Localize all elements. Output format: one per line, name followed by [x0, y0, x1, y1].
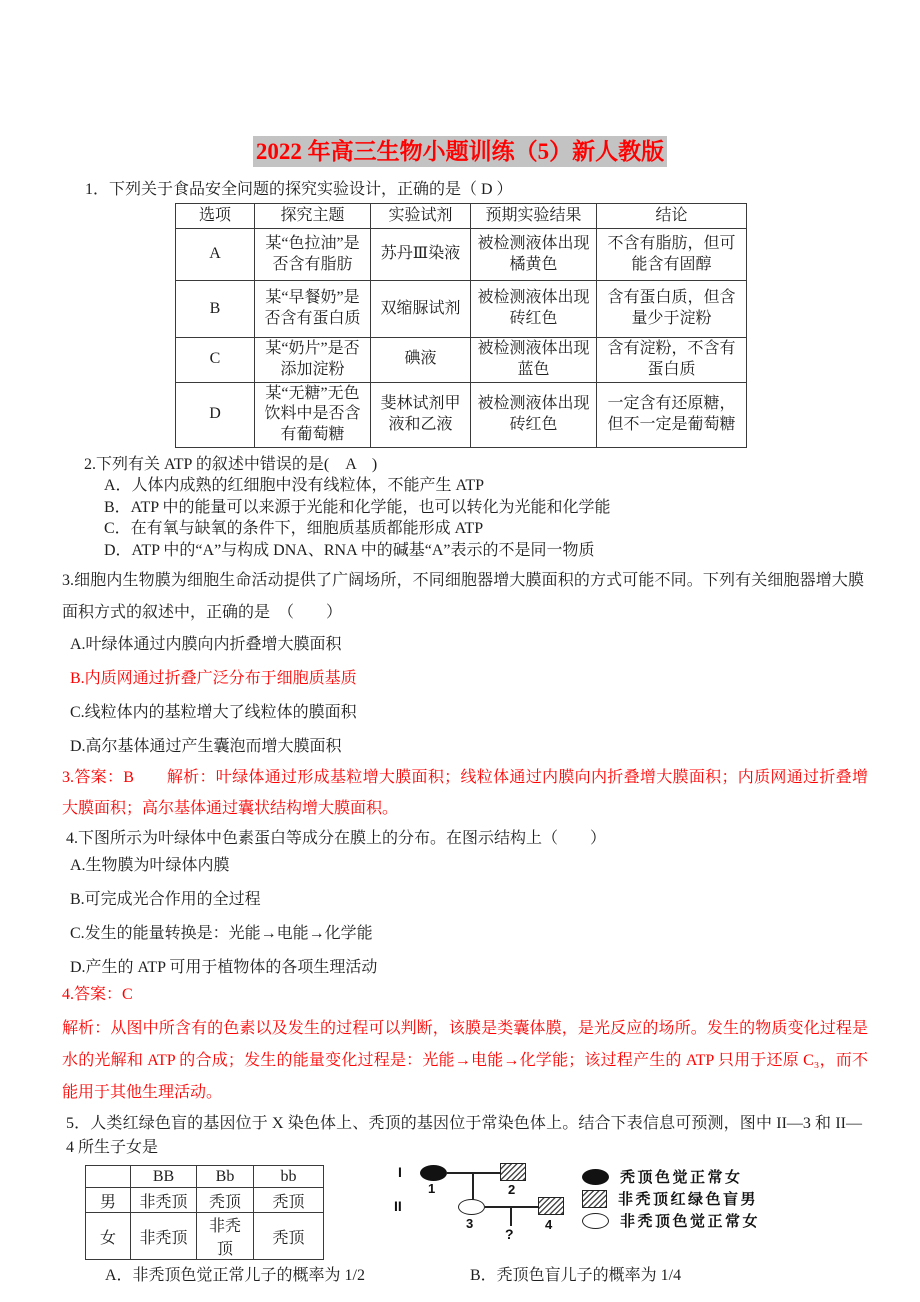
- q5-cell: 秃顶: [254, 1213, 324, 1260]
- question-5-media: [0, 1162, 920, 1260]
- q1-cell: 被检测液体出现砖红色: [471, 382, 597, 447]
- q1-cell: A: [176, 229, 255, 281]
- q1-col-reagent: 实验试剂: [371, 204, 471, 229]
- pedigree-male-2-hatched-square-icon: [500, 1163, 526, 1181]
- q1-cell: 碘液: [371, 338, 471, 383]
- q1-cell: 某“早餐奶”是否含有蛋白质: [255, 281, 371, 338]
- pedigree-descent-line-1: [472, 1172, 474, 1200]
- q5-cell: 非秃顶: [197, 1213, 254, 1260]
- pedigree-unknown-child-mark: ?: [505, 1226, 514, 1243]
- question-2-option-a: A．人体内成熟的红细胞中没有线粒体，不能产生 ATP: [104, 477, 485, 495]
- pedigree-number-2: 2: [508, 1182, 516, 1198]
- q1-cell: 被检测液体出现砖红色: [471, 281, 597, 338]
- q5-cell: 男: [86, 1188, 131, 1213]
- question-4-option-d: D.产生的 ATP 可用于植物体的各项生理活动: [70, 959, 378, 977]
- q1-cell: 被检测液体出现蓝色: [471, 338, 597, 383]
- q1-cell: C: [176, 338, 255, 383]
- question-3-option-b-highlighted: B.内质网通过折叠广泛分布于细胞质基质: [70, 670, 357, 688]
- pedigree-generation-1-label: I: [398, 1164, 402, 1181]
- question-1-stem: 1．下列关于食品安全问题的探究实验设计，正确的是（ D ）: [85, 181, 513, 198]
- table-row: [176, 281, 747, 338]
- table-row: [176, 229, 747, 281]
- legend-outline-ellipse-icon: [582, 1213, 609, 1229]
- pedigree-generation-2-label: II: [394, 1198, 402, 1215]
- q1-cell: 某“色拉油”是否含有脂肪: [255, 229, 371, 281]
- question-5-options: [0, 1262, 920, 1284]
- pedigree-female-3-outline-ellipse-icon: [458, 1199, 485, 1215]
- q5-header-bb-cap: BB: [131, 1166, 197, 1188]
- q1-col-topic: 探究主题: [255, 204, 371, 229]
- question-5-option-a: A．非秃顶色觉正常儿子的概率为 1/2: [105, 1267, 366, 1285]
- question-2-option-b: B．ATP 中的能量可以来源于光能和化学能，也可以转化为光能和化学能: [104, 498, 611, 516]
- question-2-option-d: D．ATP 中的“A”与构成 DNA、RNA 中的碱基“A”表示的不是同一物质: [104, 541, 595, 559]
- q1-cell: 不含有脂肪，但可能含有固醇: [597, 229, 747, 281]
- question-5-stem: 5．人类红绿色盲的基因位于 X 染色体上、秃顶的基因位于常染色体上。结合下表信息可预测，图中 II—3 和 II—4 所生子女是: [66, 1115, 862, 1157]
- question-3-option-c: C.线粒体内的基粒增大了线粒体的膜面积: [70, 704, 357, 722]
- pedigree-male-4-hatched-square-icon: [538, 1197, 564, 1215]
- q5-cell: 女: [86, 1213, 131, 1260]
- q5-header-empty: [86, 1166, 131, 1188]
- question-5-option-b: B．秃顶色盲儿子的概率为 1/4: [470, 1267, 682, 1285]
- legend-hatched-square-icon: [582, 1190, 607, 1208]
- question-3-answer: 3.答案：B 解析：叶绿体通过形成基粒增大膜面积；线粒体通过内膜向内折叠增大膜面积；内质网通过折叠增大膜面积；高尔基体通过囊状结构增大膜面积。: [62, 769, 868, 818]
- question-3-option-d: D.高尔基体通过产生囊泡而增大膜面积: [70, 738, 342, 756]
- question-4-option-a: A.生物膜为叶绿体内膜: [70, 857, 230, 875]
- q5-cell: 秃顶: [197, 1188, 254, 1213]
- question-2: [84, 454, 920, 561]
- q5-cell: 秃顶: [254, 1188, 324, 1213]
- q1-cell: 苏丹Ⅲ染液: [371, 229, 471, 281]
- q5-header-bb-low: bb: [254, 1166, 324, 1188]
- q1-cell: 被检测液体出现橘黄色: [471, 229, 597, 281]
- q1-cell: 双缩脲试剂: [371, 281, 471, 338]
- q1-cell: B: [176, 281, 255, 338]
- q1-col-option: 选项: [176, 204, 255, 229]
- q1-cell: 含有蛋白质，但含量少于淀粉: [597, 281, 747, 338]
- q5-header-bb-mixed: Bb: [197, 1166, 254, 1188]
- q5-pedigree-legend: [582, 1166, 760, 1232]
- table-row: [176, 338, 747, 383]
- question-4-answer-analysis: 解析：从图中所含有的色素以及发生的过程可以判断，该膜是类囊体膜，是光反应的场所。发生的物质变化过程是水的光解和 ATP 的合成；发生的能量变化过程是：光能→电能→化学能；该过程产生的 ATP 只用于还原 C₃，而不能用于其他生理活动。: [62, 1020, 868, 1102]
- question-4-stem: 4.下图所示为叶绿体中色素蛋白等成分在膜上的分布。在图示结构上（ ）: [66, 830, 607, 848]
- q5-cell: 非秃顶: [131, 1213, 197, 1260]
- q1-cell: D: [176, 382, 255, 447]
- q1-experiment-table: [175, 203, 747, 448]
- pedigree-number-4: 4: [545, 1217, 553, 1233]
- question-3-stem: 3.细胞内生物膜为细胞生命活动提供了广阔场所，不同细胞器增大膜面积的方式可能不同。下列有关细胞器增大膜面积方式的叙述中，正确的是 （ ）: [62, 572, 864, 622]
- q1-cell: 斐林试剂甲液和乙液: [371, 382, 471, 447]
- legend-filled-ellipse-icon: [582, 1169, 609, 1185]
- legend-label: 非秃顶红绿色盲男: [618, 1192, 759, 1209]
- legend-row-nonbald-normal-female: [582, 1210, 760, 1231]
- pedigree-number-3: 3: [466, 1216, 474, 1232]
- q1-cell: 某“奶片”是否添加淀粉: [255, 338, 371, 383]
- q1-cell: 某“无糖”无色饮料中是否含有葡萄糖: [255, 382, 371, 447]
- q1-cell: 一定含有还原糖，但不一定是葡萄糖: [597, 382, 747, 447]
- q1-table-header-row: [176, 204, 747, 229]
- table-row: [86, 1188, 324, 1213]
- pedigree-female-1-filled-ellipse-icon: [420, 1165, 447, 1181]
- q1-col-expected: 预期实验结果: [471, 204, 597, 229]
- q5-genotype-table: [85, 1165, 324, 1260]
- pedigree-number-1: 1: [428, 1181, 436, 1197]
- table-row: [86, 1213, 324, 1260]
- question-4-answer-label: 4.答案：C: [62, 986, 133, 1004]
- q1-col-conclusion: 结论: [597, 204, 747, 229]
- q5-cell: 非秃顶: [131, 1188, 197, 1213]
- legend-row-bald-normal-female: [582, 1166, 760, 1187]
- pedigree-descent-line-2: [510, 1206, 512, 1226]
- title-wrap: [0, 0, 920, 167]
- q5-pedigree-diagram: [390, 1162, 590, 1252]
- question-4-option-c: C.发生的能量转换是：光能→电能→化学能: [70, 925, 373, 943]
- legend-row-nonbald-colorblind-male: [582, 1188, 760, 1209]
- question-4-option-b: B.可完成光合作用的全过程: [70, 891, 261, 909]
- page-title: 2022 年高三生物小题训练（5）新人教版: [253, 136, 667, 167]
- legend-label: 秃顶色觉正常女: [620, 1170, 743, 1187]
- question-2-option-c: C．在有氧与缺氧的条件下，细胞质基质都能形成 ATP: [104, 520, 484, 538]
- q5-table-header-row: [86, 1166, 324, 1188]
- legend-label: 非秃顶色觉正常女: [620, 1214, 761, 1231]
- q1-cell: 含有淀粉，不含有蛋白质: [597, 338, 747, 383]
- question-3-option-a: A.叶绿体通过内膜向内折叠增大膜面积: [70, 636, 342, 654]
- question-2-stem: 2.下列有关 ATP 的叙述中错误的是( A ): [84, 455, 378, 473]
- table-row: [176, 382, 747, 447]
